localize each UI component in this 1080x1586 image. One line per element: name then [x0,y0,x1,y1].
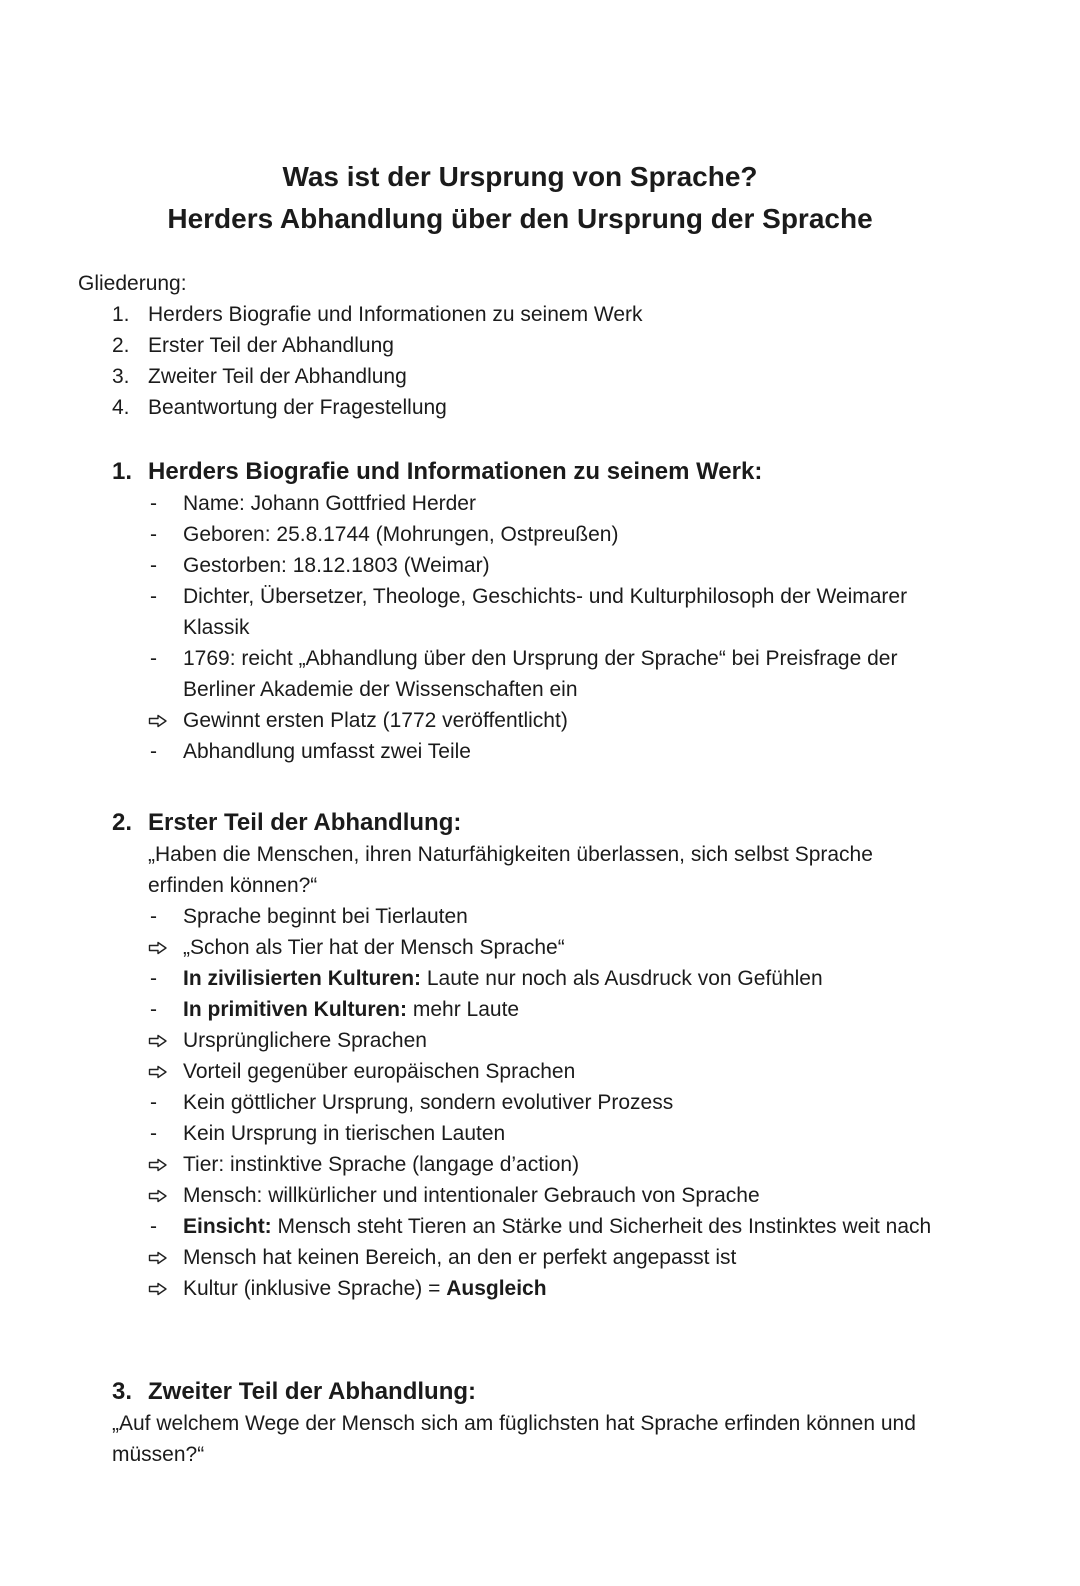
outline [78,268,643,423]
dash-bullet: - [150,647,157,670]
section-heading-text: Herders Biografie und Informationen zu seinem Werk: [148,458,763,485]
section-2-items [112,901,972,1304]
dash-bullet: - [150,585,157,608]
list-item-text: 1769: reicht „Abhandlung über den Ursprung der Sprache“ bei Preisfrage der Berliner Akademie der Wissenschaften ein [183,647,898,701]
list-item [112,1118,972,1149]
list-item-text: Mensch: willkürlicher und intentionaler Gebrauch von Sprache [183,1184,760,1207]
outline-item-number: 3. [112,365,130,388]
list-item-text: Vorteil gegenüber europäischen Sprachen [183,1060,576,1083]
list-item [112,1180,972,1211]
list-item-label: In primitiven Kulturen: [183,998,408,1021]
list-item [112,736,962,767]
title-line-1: Was ist der Ursprung von Sprache? [282,161,758,192]
arrow-right-icon [148,1158,168,1172]
arrow-right-icon [148,1065,168,1079]
section-heading-text: Zweiter Teil der Abhandlung: [148,1378,477,1405]
list-item-text: mehr Laute [407,998,520,1021]
section-3-question: „Auf welchem Wege der Mensch sich am füglichsten hat Sprache erfinden können und müssen?“ [112,1412,916,1466]
section-3 [112,1376,962,1470]
outline-list [78,299,643,423]
list-item-text: Abhandlung umfasst zwei Teile [183,740,471,763]
outline-item-text: Zweiter Teil der Abhandlung [148,365,407,388]
list-item-text: Geboren: 25.8.1744 (Mohrungen, Ostpreußen) [183,523,619,546]
section-number: 2. [112,809,133,836]
list-item [112,1056,972,1087]
list-item [112,1025,972,1056]
outline-item-number: 4. [112,396,130,419]
outline-item [78,392,643,423]
dash-bullet: - [150,1091,157,1114]
outline-item-text: Herders Biografie und Informationen zu seinem Werk [148,303,643,326]
list-item [112,1211,972,1242]
list-item-text: Gestorben: 18.12.1803 (Weimar) [183,554,490,577]
outline-item-number: 1. [112,303,130,326]
list-item-text: Mensch steht Tieren an Stärke und Sicherheit des Instinktes weit nach [271,1215,932,1238]
list-item [112,1149,972,1180]
dash-bullet: - [150,905,157,928]
section-1-items [112,488,962,767]
dash-bullet: - [150,1122,157,1145]
section-3-heading [112,1376,962,1408]
list-item-text: Kultur (inklusive Sprache) = [183,1277,447,1300]
dash-bullet: - [150,740,157,763]
outline-item [78,330,643,361]
dash-bullet: - [150,523,157,546]
list-item-emphasis: Ausgleich [446,1277,547,1300]
arrow-right-icon [148,1034,168,1048]
list-item [112,901,972,932]
section-heading-text: Erster Teil der Abhandlung: [148,809,462,836]
list-item-text: Laute nur noch als Ausdruck von Gefühlen [421,967,823,990]
list-item-text: Kein göttlicher Ursprung, sondern evolutiver Prozess [183,1091,674,1114]
outline-item [78,299,643,330]
list-item-text: Gewinnt ersten Platz (1772 veröffentlicht) [183,709,568,732]
list-item-text: Ursprünglichere Sprachen [183,1029,427,1052]
arrow-right-icon [148,1251,168,1265]
list-item-text: Dichter, Übersetzer, Theologe, Geschichts- und Kulturphilosoph der Weimarer Klassik [183,585,908,639]
list-item [112,488,962,519]
outline-item-text: Erster Teil der Abhandlung [148,334,394,357]
outline-item-number: 2. [112,334,130,357]
list-item-text: „Schon als Tier hat der Mensch Sprache“ [183,936,565,959]
dash-bullet: - [150,492,157,515]
list-item-text: Tier: instinktive Sprache (langage d’action) [183,1153,580,1176]
list-item [112,1242,972,1273]
list-item-label: Einsicht: [183,1215,272,1238]
document-title [0,156,1040,240]
outline-item [78,361,643,392]
list-item [112,581,962,643]
section-2-question: „Haben die Menschen, ihren Naturfähigkeiten überlassen, sich selbst Sprache erfinden können?“ [148,843,873,897]
list-item [112,705,962,736]
arrow-right-icon [148,1189,168,1203]
list-item [112,932,972,963]
list-item [112,519,962,550]
dash-bullet: - [150,967,157,990]
list-item [112,643,962,705]
arrow-right-icon [148,1282,168,1296]
list-item-text: Kein Ursprung in tierischen Lauten [183,1122,506,1145]
list-item [112,550,962,581]
list-item [112,963,972,994]
section-2-heading [112,807,972,839]
dash-bullet: - [150,1215,157,1238]
outline-item-text: Beantwortung der Fragestellung [148,396,447,419]
section-2 [112,807,972,1304]
list-item-text: Name: Johann Gottfried Herder [183,492,476,515]
arrow-right-icon [148,714,168,728]
list-item-text: Sprache beginnt bei Tierlauten [183,905,468,928]
outline-label: Gliederung: [78,272,187,295]
dash-bullet: - [150,998,157,1021]
dash-bullet: - [150,554,157,577]
section-number: 1. [112,458,133,485]
arrow-right-icon [148,941,168,955]
list-item-label: In zivilisierten Kulturen: [183,967,422,990]
title-line-2: Herders Abhandlung über den Ursprung der Sprache [167,203,873,234]
section-1 [112,456,962,767]
section-number: 3. [112,1378,133,1405]
list-item [112,994,972,1025]
list-item [112,1273,972,1304]
section-1-heading [112,456,962,488]
list-item [112,1087,972,1118]
list-item-text: Mensch hat keinen Bereich, an den er perfekt angepasst ist [183,1246,737,1269]
